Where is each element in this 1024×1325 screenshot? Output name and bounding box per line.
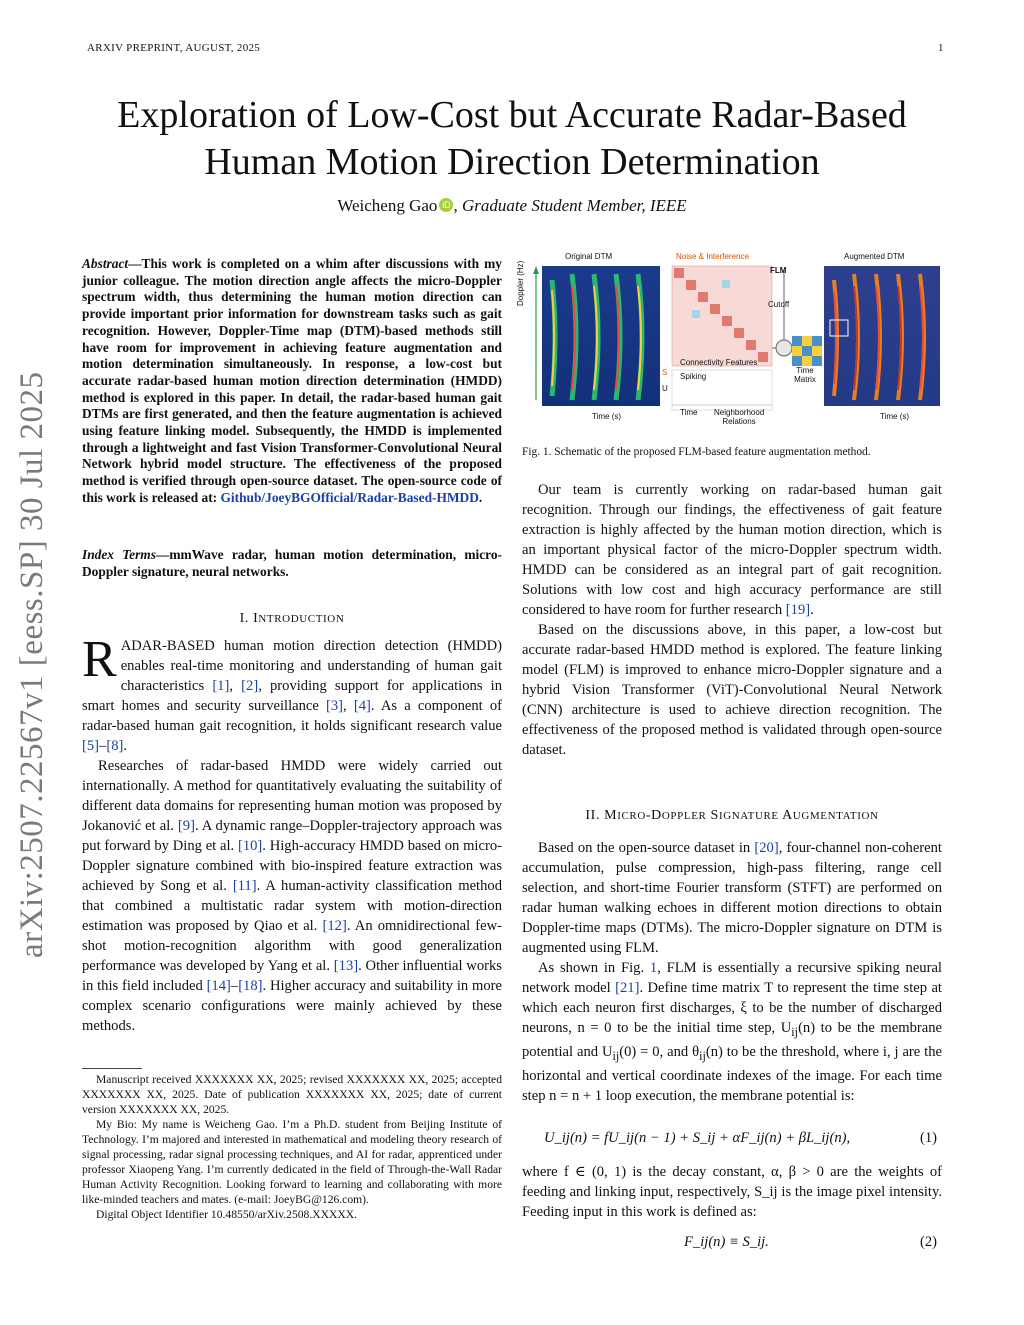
body-paragraph: Based on the discussions above, in this paper, a low-cost but accurate radar-based HMDD method is explored. The feature linking model (FLM) is improved to enhance micro-Doppler signature and a hybrid Vision Transformer (ViT)-Convolutional Neural Network (CNN) architecture is used to achieve direction recognition. The effectiveness of the proposed method is validated through open-source dataset. bbox=[522, 622, 942, 758]
section-title-initial: I bbox=[253, 611, 259, 626]
arxiv-identifier: arXiv:2507.22567v1 [eess.SP] 30 Jul 2025 bbox=[14, 371, 50, 958]
figure-reference-link[interactable]: 1 bbox=[649, 960, 658, 976]
figure-1-graphic bbox=[522, 250, 942, 430]
right-column-text bbox=[522, 480, 942, 760]
section-heading-augmentation bbox=[522, 808, 942, 824]
footnote-rule bbox=[82, 1068, 142, 1069]
page-number: 1 bbox=[938, 42, 944, 54]
index-terms-label: Index Terms bbox=[82, 547, 156, 562]
intro-text: , bbox=[343, 698, 354, 714]
intro-text: , bbox=[229, 678, 242, 694]
label-s: S bbox=[662, 368, 668, 377]
label-flm: FLM bbox=[770, 266, 787, 275]
citation-link[interactable]: [20] bbox=[754, 840, 779, 856]
body-text: As shown in Fig. bbox=[538, 960, 650, 976]
section-title-part: A bbox=[778, 808, 793, 823]
citation-link[interactable]: [2] bbox=[241, 678, 259, 694]
intro-text: – bbox=[99, 738, 107, 754]
abstract-end: . bbox=[478, 489, 483, 505]
intro-text: – bbox=[230, 978, 239, 994]
intro-text: Researches of radar-based HMDD were widely carried out internationally. A method for quantitatively evaluating the suitability of different data domains for representing human motion was proposed by Jokanović et al. bbox=[82, 758, 502, 834]
equation-1-number: (1) bbox=[920, 1130, 938, 1146]
section-title-part: ICRO bbox=[617, 810, 646, 822]
index-terms bbox=[82, 547, 502, 580]
citation-link[interactable]: [1] bbox=[212, 678, 230, 694]
citation-link[interactable]: [13] bbox=[333, 958, 359, 974]
title-line-1: Exploration of Low-Cost but Accurate Radar-Based bbox=[117, 94, 907, 136]
label-augmented-dtm: Augmented DTM bbox=[844, 252, 905, 261]
citation-link[interactable]: [12] bbox=[322, 918, 347, 934]
orcid-icon[interactable]: iD bbox=[439, 198, 453, 212]
section-title-part: -D bbox=[645, 808, 662, 823]
subscript: ij bbox=[612, 1048, 620, 1063]
intro-text: ADAR-BASED human motion direction detection (HMDD) enables real-time monitoring and understanding of human gait characteristics bbox=[120, 638, 502, 694]
citation-link[interactable]: [8] bbox=[106, 738, 124, 754]
intro-text: . An omnidirectional few-shot motion-recognition algorithm with good generalization performance was developed by Yang et al. bbox=[82, 918, 502, 974]
body-text: (n) to be the membrane potential and U bbox=[522, 1020, 943, 1060]
section-title-part: M bbox=[604, 808, 618, 823]
abstract-body: —This work is completed on a whim after discussions with my junior colleague. The motion direction angle affects the micro-Doppler spectrum width, thus determining the human motion direction can provide important prior information for downstream tasks such as gait recognition. However, Doppler-Time map (DTM)-based methods still have room for improvement in achieving feature augmentation and motion determination simultaneously. In response, a low-cost but accurate radar-based human motion direction determination (HMDD) method is explored in this paper. In detail, the radar-based human gait DTMs are first generated, and then the feature augmentation is achieved using feature linking model. Subsequently, the HMDD is implemented through a lightweight and fast Vision Transformer-Convolutional Neural Network hybrid model structure. The effectiveness of the proposed method is verified through open-source dataset. The open-source code of this work is released at: bbox=[82, 256, 502, 505]
intro-text: . As a component of radar-based human gait recognition, it holds significant research value bbox=[82, 698, 502, 734]
code-link[interactable]: Github/JoeyBGOfficial/Radar-Based-HMDD bbox=[220, 489, 479, 505]
label-time-matrix: Time Matrix bbox=[794, 366, 816, 384]
subscript: ij bbox=[699, 1048, 706, 1063]
index-terms-body: —mmWave radar, human motion determination, micro-Doppler signature, neural networks. bbox=[82, 547, 502, 579]
citation-link[interactable]: [10] bbox=[237, 838, 263, 854]
equation-2: F_ij(n) ≡ S_ij. bbox=[684, 1234, 769, 1250]
section-heading-introduction bbox=[82, 611, 502, 627]
abstract bbox=[82, 256, 502, 507]
equation-explanation bbox=[522, 1162, 942, 1222]
section-2-text bbox=[522, 838, 942, 1106]
section-title-rest: NTRODUCTION bbox=[258, 613, 345, 625]
citation-link[interactable]: [3] bbox=[326, 698, 344, 714]
abstract-label: Abstract bbox=[82, 256, 129, 271]
equation-1: U_ij(n) = fU_ij(n − 1) + S_ij + αF_ij(n) + βL_ij(n), bbox=[544, 1130, 851, 1146]
body-text: Based on the open-source dataset in bbox=[538, 840, 755, 856]
citation-link[interactable]: [11] bbox=[232, 878, 257, 894]
label-time-small: Time bbox=[680, 408, 698, 417]
intro-text: . High-accuracy HMDD based on micro-Doppler signature combined with bio-inspired feature extraction was achieved by Song et al. bbox=[82, 838, 502, 894]
label-noise: Noise & Interference bbox=[676, 252, 749, 261]
author-line bbox=[60, 196, 964, 216]
body-text: Our team is currently working on radar-based human gait recognition. Through our findings, the effectiveness of gait feature extraction is highly affected by the human motion direction, which is an important physical factor of the micro-Doppler spectrum width. HMDD can be considered as an integral part of gait recognition. Solutions with low cost and high accuracy performance are still considered to have room for further research bbox=[522, 482, 942, 618]
intro-text: . A human-activity classification method that combined a multistatic radar system with motion-direction estimation was proposed by Qiao et al. bbox=[82, 878, 502, 934]
equation-2-number: (2) bbox=[920, 1234, 938, 1250]
citation-link[interactable]: [18] bbox=[238, 978, 263, 994]
section-title-part: OPPLER bbox=[661, 810, 707, 822]
citation-link[interactable]: [14] bbox=[206, 978, 231, 994]
section-title-part: S bbox=[706, 808, 719, 823]
citation-link[interactable]: [4] bbox=[353, 698, 371, 714]
drop-cap: R bbox=[82, 631, 117, 688]
title-line-2: Human Motion Direction Determination bbox=[204, 141, 820, 183]
section-title-part: UGMENTATION bbox=[792, 810, 879, 822]
intro-text: . Other influential works in this field included bbox=[82, 958, 502, 994]
footnotes bbox=[82, 1072, 502, 1222]
intro-text: . bbox=[123, 738, 128, 754]
label-spiking: Spiking bbox=[680, 372, 707, 381]
intro-text: . Higher accuracy and suitability in more complex scenario configurations were mainly achieved by these methods. bbox=[82, 978, 502, 1034]
running-header: ARXIV PREPRINT, AUGUST, 2025 bbox=[87, 42, 261, 54]
section-number: I. bbox=[239, 611, 254, 626]
paper-title bbox=[60, 92, 964, 186]
figure-1 bbox=[516, 250, 942, 430]
caption-text: Schematic of the proposed FLM-based feature augmentation method. bbox=[551, 446, 871, 458]
author-name: Weicheng Gao bbox=[337, 196, 438, 215]
body-text: , four-channel non-coherent accumulation, pulse compression, high-pass filtering, range cell selection, and short-time Fourier transform (STFT) are performed on radar human walking echoes in different motion directions to obtain Doppler-time maps (DTMs). The micro-Doppler signature on DTM is augmented using FLM. bbox=[522, 840, 942, 956]
citation-link[interactable]: [9] bbox=[177, 818, 195, 834]
label-time-axis-augmented: Time (s) bbox=[880, 412, 910, 421]
body-text: , FLM is essentially a recursive spiking neural network model bbox=[522, 960, 942, 996]
label-cutoff: Cutoff bbox=[768, 300, 790, 309]
author-affiliation: , Graduate Student Member, IEEE bbox=[453, 196, 687, 215]
label-connectivity: Connectivity Features bbox=[680, 358, 758, 367]
label-original-dtm: Original DTM bbox=[565, 252, 613, 261]
label-time-axis-original: Time (s) bbox=[592, 412, 622, 421]
figure-1-caption bbox=[522, 446, 942, 458]
section-number: II. bbox=[585, 808, 605, 823]
footnote-doi: Digital Object Identifier 10.48550/arXiv.2508.XXXXX. bbox=[96, 1208, 358, 1221]
body-text: . Define time matrix T to represent the time step at which each neuron first discharges, ξ to be the number of discharged neurons, n = 0 to be the initial time step, U bbox=[522, 980, 942, 1036]
footnote-manuscript: Manuscript received XXXXXXX XX, 2025; revised XXXXXXX XX, 2025; accepted XXXXXXX XX, 2025. Date of publication XXXXXXX XX, 2025; date of current version XXXXXXX XX, 2025. bbox=[82, 1073, 502, 1116]
body-text: (0) = 0, and θ bbox=[619, 1043, 700, 1060]
citation-link[interactable]: [21] bbox=[615, 980, 640, 996]
section-title-part: IGNATURE bbox=[718, 810, 779, 822]
introduction-text bbox=[82, 631, 503, 1036]
citation-link[interactable]: [5] bbox=[82, 738, 100, 754]
subscript: ij bbox=[791, 1024, 799, 1039]
label-u: U bbox=[662, 384, 668, 393]
body-text: . bbox=[810, 602, 814, 618]
flm-neuron-node bbox=[776, 340, 792, 356]
body-paragraph: where f ∈ (0, 1) is the decay constant, α, β > 0 are the weights of feeding and linking input, respectively, S_ij is the image pixel intensity. Feeding input in this work is defined as: bbox=[522, 1164, 942, 1220]
intro-text: , providing support for applications in smart homes and security surveillance bbox=[82, 678, 503, 714]
intro-text: . A dynamic range–Doppler-trajectory approach was put forward by Ding et al. bbox=[82, 818, 502, 854]
label-doppler-axis: Doppler (Hz) bbox=[516, 260, 525, 306]
footnote-bio: My Bio: My name is Weicheng Gao. I’m a Ph.D. student from Beijing Institute of Technology. I’m majored and interested in mathematical and modeling theory research of signal processing, radar signal processing techniques, and AI for radar, apprenticed under professor Xiaopeng Yang. I’m currently dedicated in the field of Through-the-Wall Radar Human Activity Recognition. Looking forward to learning and collaborating with more like-minded teachers and mates. (e-mail: JoeyBG@126.com). bbox=[82, 1118, 502, 1206]
body-text: (n) to be the threshold, where i, j are the horizontal and vertical coordinate indexes of the image. For each time step n = n + 1 loop execution, the membrane potential is: bbox=[522, 1043, 942, 1104]
time-matrix bbox=[792, 336, 822, 366]
label-neighborhood: Neighborhood Relations bbox=[714, 408, 765, 426]
caption-label: Fig. 1. bbox=[522, 446, 552, 458]
citation-link[interactable]: [19] bbox=[785, 602, 811, 618]
